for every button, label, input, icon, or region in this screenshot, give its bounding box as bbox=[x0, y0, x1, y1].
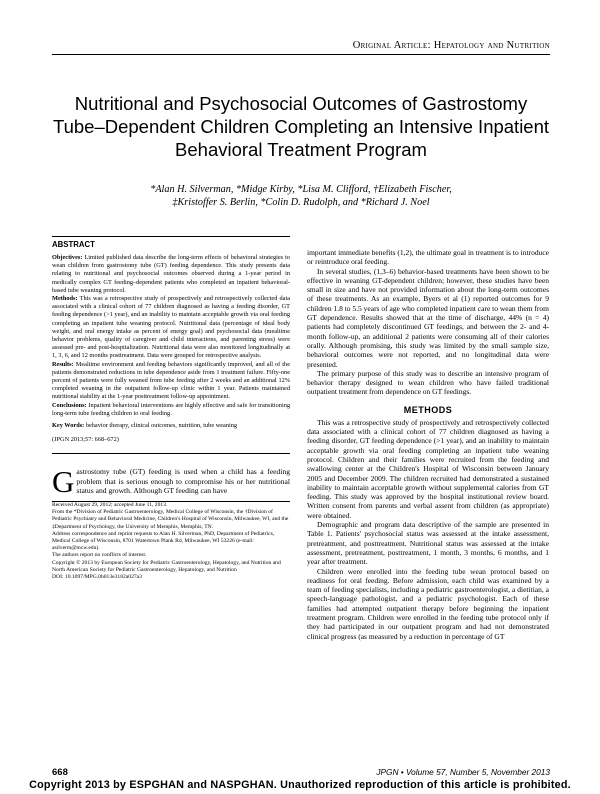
author-line-2: ‡Kristoffer S. Berlin, *Colin D. Rudolph, and *Richard J. Noel bbox=[172, 197, 430, 208]
author-list bbox=[52, 183, 550, 209]
results-label: Results: bbox=[52, 360, 74, 368]
keywords bbox=[52, 422, 290, 430]
right-para-3: The primary purpose of this study was to describe an intensive program of behavior therapy designed to wean children who have failed traditional outpatient treatment from dependence on GT feedings. bbox=[307, 368, 549, 397]
conclusions-text: Inpatient behavioral interventions are highly effective and safe for transitioning long-term tube feeding children to oral feeding. bbox=[52, 401, 290, 417]
fn-doi: DOI: 10.1097/MPG.0b013e3182a027a3 bbox=[52, 574, 142, 581]
right-para-6: Children were enrolled into the feeding tube wean protocol based on readiness for oral feeding. Before admission, each child was examined by a team of feeding specialists, including a pediatric gastroenterologist, a dietitian, a speech-language pathologist, and a pediatric psychologist. Each of these families had attempted outpatient therapy before beginning the inpatient treatment program. Children were enrolled in the feeding tube protocol only if they had participated in our outpatient program and had not demonstrated clinical progress (as measured by a reduction in percentage of GT bbox=[307, 566, 549, 641]
abstract-heading: ABSTRACT bbox=[52, 240, 95, 249]
journal-citation: (JPGN 2013;57: 668–672) bbox=[52, 436, 119, 444]
methods-label: Methods: bbox=[52, 295, 78, 303]
right-para-2: In several studies, (1,3–6) behavior-based treatments have been shown to be effective in weaning GT-dependent children; however, these studies have been small in size and have not provided information about the long-term outcomes of these treatments. As an example, Byers et al (1) reported outcomes for 9 children 1.8 to 5.5 years of age who completed inpatient care to wean them from GT dependence. Results showed that at the time of discharge, 44% (n = 4) patients had completely discontinued GT feedings, and between the 2- and 4-month follow-up, an additional 2 patients were consuming all of their calories orally. Although promising, this study was limited by the small sample size, behavioral outcomes were not reported, and no longitudinal data were presented. bbox=[307, 266, 549, 369]
header-rule bbox=[52, 54, 550, 55]
methods-text: This was a retrospective study of prospectively and retrospectively collected data associated with a clinical cohort of 77 children diagnosed as having a feeding disorder, GT feeding dependence (>1 year), and an inability to maintain acceptable growth via oral feeding completing an inpatient tube weaning protocol. Nutritional data (percentage of ideal body weight, and oral energy intake as percent of energy goal) and psychosocial data (mealtime behavior problems, quality of caregiver and child interactions, and parenting stress) were assessed pre- and post-hospitalization. Nutritional data were also monitored longitudinally at 1, 3, 6, and 12 months posttreatment. Data were grouped for retrospective analysis. bbox=[52, 295, 290, 360]
abstract-rule bbox=[52, 236, 290, 237]
right-para-1: important immediate benefits (1,2), the ultimate goal in treatment is to introduce or reintroduce oral feeding. bbox=[307, 248, 549, 267]
author-line-1: *Alan H. Silverman, *Midge Kirby, *Lisa M. Clifford, †Elizabeth Fischer, bbox=[150, 184, 452, 195]
abstract-results bbox=[52, 361, 290, 402]
methods-heading: METHODS bbox=[403, 404, 453, 415]
fn-copyright: Copyright © 2013 by European Society for Pediatric Gastroenterology, Hepatology, and Nutrition and North American Society for Pediatric Gastroenterology, Hepatology, and Nutrition bbox=[52, 559, 281, 573]
conclusions-label: Conclusions: bbox=[52, 401, 87, 409]
abstract-objectives bbox=[52, 254, 290, 295]
keywords-label: Key Words: bbox=[52, 422, 85, 430]
objectives-label: Objectives: bbox=[52, 254, 83, 261]
abstract-methods bbox=[52, 295, 290, 361]
page-number: 668 bbox=[52, 767, 68, 778]
intro-paragraph bbox=[52, 464, 290, 500]
drop-cap: G bbox=[52, 464, 75, 500]
right-para-5: Demographic and program data descriptive of the sample are presented in Table 1. Patients' psychosocial status was assessed at the intake assessment, pretreatment, and posttreatment. Nutritional status was assessed at the intake assessment, pretreatment, posttreatment, 1 month, 3 months, 6 months, and 1 year after treatment. bbox=[307, 520, 549, 567]
intro-text: astrostomy tube (GT) feeding is used when a child has a feeding problem that is serious enough to compromise his or her nutritional status and growth. Although GT feeding can have bbox=[76, 467, 290, 496]
copyright-notice: Copyright 2013 by ESPGHAN and NASPGHAN. Unauthorized reproduction of this article is prohibited. bbox=[29, 779, 571, 791]
abstract-end-rule bbox=[52, 453, 290, 454]
fn-affiliations: From the *Division of Pediatric Gastroenterology, Medical College of Wisconsin, the †Division of Pediatric Psychiatry and Behavioral Medicine, Children's Hospital of Wisconsin, Milwaukee, WI, and the ‡Department of Psychology, the University of Memphis, Memphis, TN. bbox=[52, 509, 289, 530]
article-title: Nutritional and Psychosocial Outcomes of Gastrostomy Tube–Dependent Children Completing an Intensive Inpatient Behavioral Treatment Program bbox=[52, 93, 550, 160]
objectives-text: Limited published data describe the long-term effects of behavioral strategies to wean children from gastrostomy tube (GT) feeding dependence. This study presents data relating to nutritional and psychosocial outcomes observed during a 1-year period in medically complex GT feeding–dependent patients who completed an inpatient behavioral-based tube weaning protocol. bbox=[52, 254, 290, 294]
fn-address: Address correspondence and reprint requests to Alan H. Silverman, PhD, Department of Pediatrics, Medical College of Wisconsin, 8701 Watertown Plank Rd, Milwaukee, WI 53226 (e-mail: asilverm@mcw.edu). bbox=[52, 530, 275, 552]
section-header: Original Article: Hepatology and Nutrition bbox=[352, 40, 550, 51]
right-column bbox=[307, 248, 549, 641]
journal-footer: JPGN • Volume 57, Number 5, November 2013 bbox=[376, 767, 550, 777]
keywords-text: behavior therapy, clinical outcomes, nutrition, tube weaning bbox=[85, 422, 238, 430]
fn-conflicts: The authors report no conflicts of interest. bbox=[52, 552, 147, 559]
fn-received: Received August 29, 2012; accepted June 11, 2013. bbox=[52, 502, 168, 509]
results-text: Mealtime environment and feeding behaviors significantly improved, and all of the patients demonstrated reductions in tube dependence aside from 1 treatment failure. Fifty-one percent of patients were fully weaned from tube feeding after 2 weeks and an additional 12% completed weaning in the outpatient follow-up clinic within 1 year. Patients maintained nutritional stability at the 1-year posttreatment follow-up appointment. bbox=[52, 360, 290, 401]
footnotes bbox=[52, 502, 290, 581]
abstract-body bbox=[52, 254, 290, 418]
left-column bbox=[52, 236, 290, 581]
right-para-4: This was a retrospective study of prospectively and retrospectively collected data associated with a clinical cohort of 77 children diagnosed as having a feeding disorder, GT feeding dependence (>1 year), and an inability to maintain acceptable growth via oral feeding completing an inpatient tube weaning protocol. Children and their families were recruited from the feeding and swallowing center at the Children's Hospital of Wisconsin between January 2005 and December 2009. The children recruited had demonstrated a sustained inability to maintain acceptable growth without supplemental calories from GT feeding. This study was approved by the hospital institutional review board. Written consent from parents and verbal assent from children (as appropriate) were obtained. bbox=[307, 417, 549, 520]
abstract-conclusions bbox=[52, 402, 290, 418]
